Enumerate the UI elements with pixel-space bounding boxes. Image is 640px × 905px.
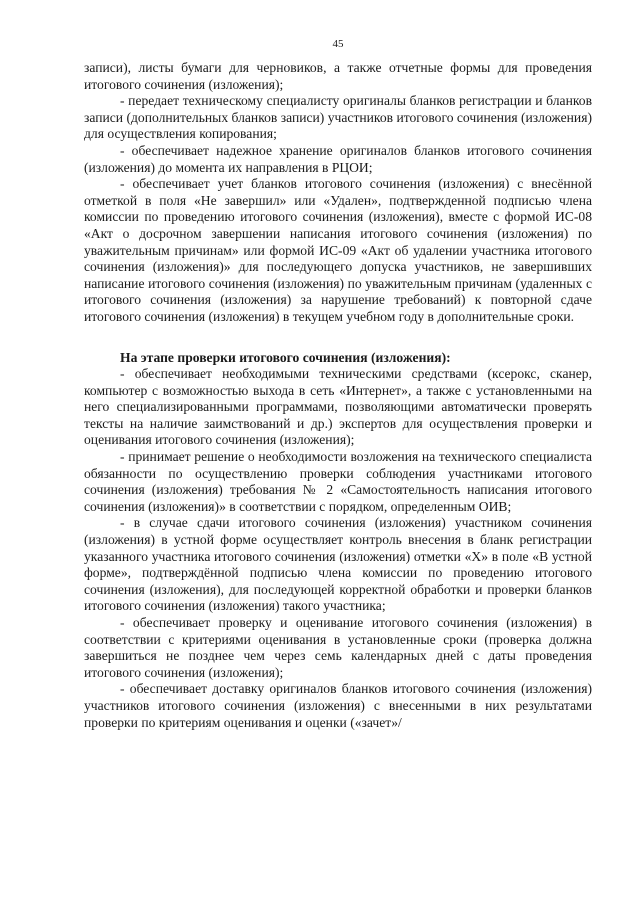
section-heading: На этапе проверки итогового сочинения (изложения):: [120, 349, 451, 365]
paragraph: записи), листы бумаги для черновиков, а также отчетные формы для проведения итогового сочинения (изложения);: [84, 60, 592, 92]
paragraph: - принимает решение о необходимости возложения на технического специалиста обязанности по осуществлению проверки соблюдения участниками итогового сочинения (изложения) требования № 2 «Самостоятельность написания итогового сочинения (изложения)» в соответствии с порядком, определенным ОИВ;: [84, 449, 592, 514]
body-text: [84, 60, 592, 731]
paragraph: - обеспечивает надежное хранение оригиналов бланков итогового сочинения (изложения) до момента их направления в РЦОИ;: [84, 142, 592, 175]
paragraph: - в случае сдачи итогового сочинения (изложения) участником сочинения (изложения) в устной форме осуществляет контроль внесения в бланк регистрации указанного участника итогового сочинения (изложения) отметки «Х» в поле «В устной форме», подтверждённой подписью члена комиссии по проведению итогового сочинения (изложения), для последующей корректной обработки и проверки бланков итогового сочинения (изложения) такого участника;: [84, 515, 592, 614]
paragraph: - обеспечивает доставку оригиналов бланков итогового сочинения (изложения) участников итогового сочинения (изложения) с внесенными в них результатами проверки по критериям оценивания и оценки («зачет»/: [84, 681, 592, 730]
page-number: 45: [332, 38, 344, 50]
paragraph: - обеспечивает проверку и оценивание итогового сочинения (изложения) в соответствии с критериями оценивания в установленные сроки (проверка должна завершиться не позднее чем через семь календарных дней с даты проведения итогового сочинения (изложения);: [84, 615, 592, 680]
paragraph: - обеспечивает учет бланков итогового сочинения (изложения) с внесённой отметкой в поля «Не завершил» или «Удален», подтвержденной подписью члена комиссии по проведению итогового сочинения (изложения), вместе с формой ИС-08 «Акт о досрочном завершении написания итогового сочинения (изложения) по уважительным причинам» или формой ИС-09 «Акт об удалении участника итогового сочинения (изложения)» для последующего допуска участников, не завершивших написание итогового сочинения (изложения) по уважительным причинам (удаленных с итогового сочинения (изложения) за нарушение требований) к повторной сдаче итогового сочинения (изложения) в текущем учебном году в дополнительные сроки.: [84, 176, 592, 324]
paragraph: - передает техническому специалисту оригиналы бланков регистрации и бланков записи (дополнительных бланков записи) участников итогового сочинения (изложения) для осуществления копирования;: [84, 93, 592, 142]
paragraph: - обеспечивает необходимыми техническими средствами (ксерокс, сканер, компьютер с возможностью выхода в сеть «Интернет», а также с установленными на него специализированными программами, позволяющими автоматически проверять тексты на наличие заимствований и др.) экспертов для осуществления проверки и оценивания итогового сочинения (изложения);: [84, 366, 592, 448]
